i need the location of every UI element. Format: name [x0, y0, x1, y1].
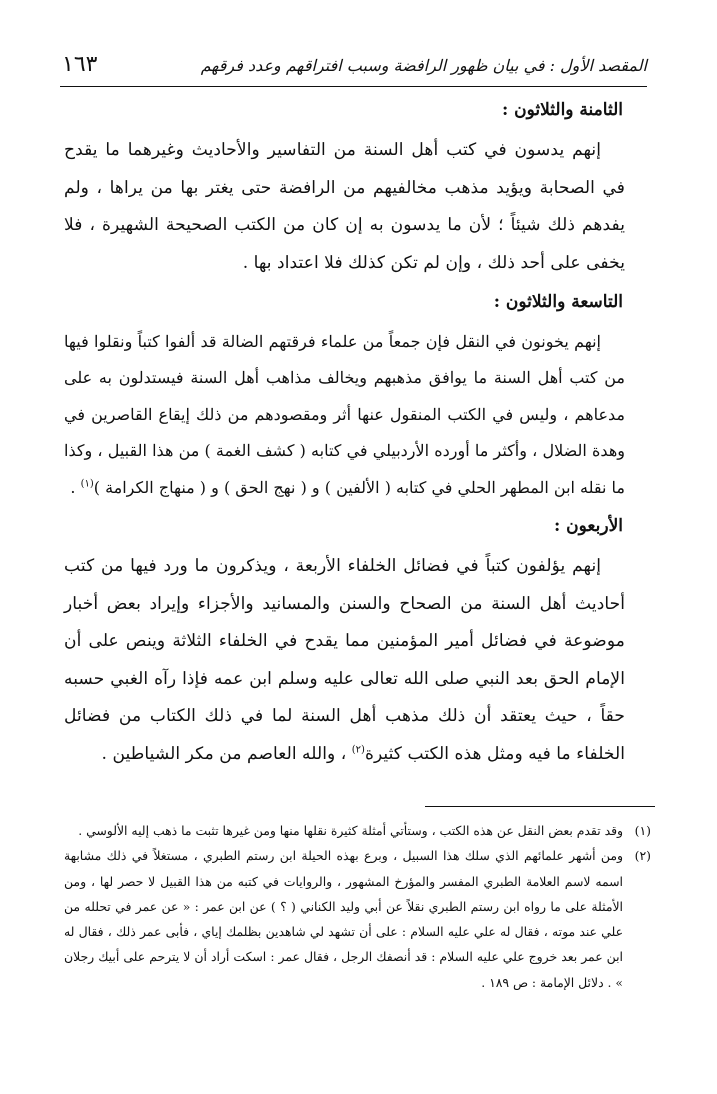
running-title: المقصد الأول : في بيان ظهور الرافضة وسبب افتراقهم وعدد فرقهم — [200, 56, 647, 75]
paragraph-end: ، والله العاصم من مكر الشياطين . — [101, 743, 352, 764]
paragraph-text: إنهم يؤلفون كتباً في فضائل الخلفاء الأربعة ، ويذكرون ما ورد فيها من كتب أحاديث أهل السنة من الصحاح والسنن والمسانيد والأجزاء وإيراد بعض أخبار موضوعة في فضائل أمير المؤمنين مما يقدح في الخلفاء الثلاثة وينص على أن الإمام الحق بعد النبي صلى الله تعالى عليه وسلم ابن عمه فإذا رآه الغبي حسبه حقاً ، حيث يعتقد أن ذلك مذهب أهل السنة لما في ذلك الكتاب من فضائل الخلفاء ما فيه ومثل هذه الكتب كثيرة — [64, 556, 625, 764]
paragraph-text: إنهم يخونون في النقل فإن جمعاً من علماء فرقتهم الضالة قد ألفوا كتباً ونقلوا فيها من كتب أهل السنة ما يوافق مذهبهم ويخالف مذاهب أهل السنة فيستدلون به على مدعاهم ، وليس في الكتب المنقول عنها أثر ومقصودهم من ذلك إيقاع القاصرين في وهدة الضلال ، وأكثر ما أورده الأردبيلي في كتابه ( كشف الغمة ) من هذا القبيل ، وكذا ما نقله ابن المطهر الحلي في كتابه ( الألفين ) و ( نهج الحق ) و ( منهاج الكرامة ) — [64, 332, 625, 497]
footnote-text: ومن أشهر علمائهم الذي سلك هذا السبيل ، وبرع بهذه الحيلة ابن رستم الطبري ، مستغلاً في ذلك مشابهة اسمه لاسم العلامة الطبري المفسر والمؤرخ المشهور ، والروايات في كتبه من هذا القبيل لا حصر لها ، ومن الأمثلة على ما رواه ابن رستم الطبري نقلاً عن أبي وليد الكناني ( ؟ ) عن ابن عمر : « عن عمر في تحلله من علي عند موته ، فقال له علي عليه السلام : على أن تشهد لي شاهدين بظلمك إياي ، فأبى عمر ذلك ، فقال له ابن عمر بعد خروج علي عليه السلام : قد أنصفك الرجل ، فقال عمر : اسكت أراد أن لا يترحم على أبيك رجلان » . دلائل الإمامة : ص ١٨٩ . — [64, 848, 623, 990]
footnote-2 — [64, 843, 651, 995]
paragraph-end: . — [70, 477, 81, 497]
footnote-text: وقد تقدم بعض النقل عن هذه الكتب ، وستأتي أمثلة كثيرة نقلها منها ومن غيرها تثبت ما ذهب إليه الألوسي . — [78, 823, 623, 838]
footnote-ref-2: (٢) — [351, 743, 365, 755]
section-heading-38: الثامنة والثلاثون : — [501, 100, 623, 120]
section-heading-40: الأربعون : — [553, 516, 623, 537]
footnote-1 — [64, 818, 651, 843]
footnotes — [64, 818, 651, 995]
footnote-number: (١) — [634, 823, 651, 838]
main-text — [64, 96, 625, 779]
section-paragraph-40 — [64, 548, 625, 773]
footnote-ref-1: (١) — [80, 478, 94, 490]
page-header — [62, 50, 647, 86]
section-paragraph-38: إنهم يدسون في كتب أهل السنة من التفاسير والأحاديث وغيرهما ما يقدح في الصحابة ويؤيد مذهب مخالفيهم من الرافضة حتى يغتر بها من يراها ، ولم يفدهم ذلك شيئاً ؛ لأن ما يدسون به إن كان من الكتب الصحيحة الشهيرة ، فلا يخفى على أحد ذلك ، وإن لم تكن كذلك فلا اعتداد بها . — [64, 140, 625, 273]
footnote-rule — [425, 806, 655, 807]
section-paragraph-39 — [64, 324, 625, 506]
page-number: ١٦٣ — [62, 52, 98, 77]
footnote-number: (٢) — [634, 848, 651, 864]
header-rule — [60, 86, 647, 87]
section-heading-39: التاسعة والثلاثون : — [493, 292, 623, 312]
